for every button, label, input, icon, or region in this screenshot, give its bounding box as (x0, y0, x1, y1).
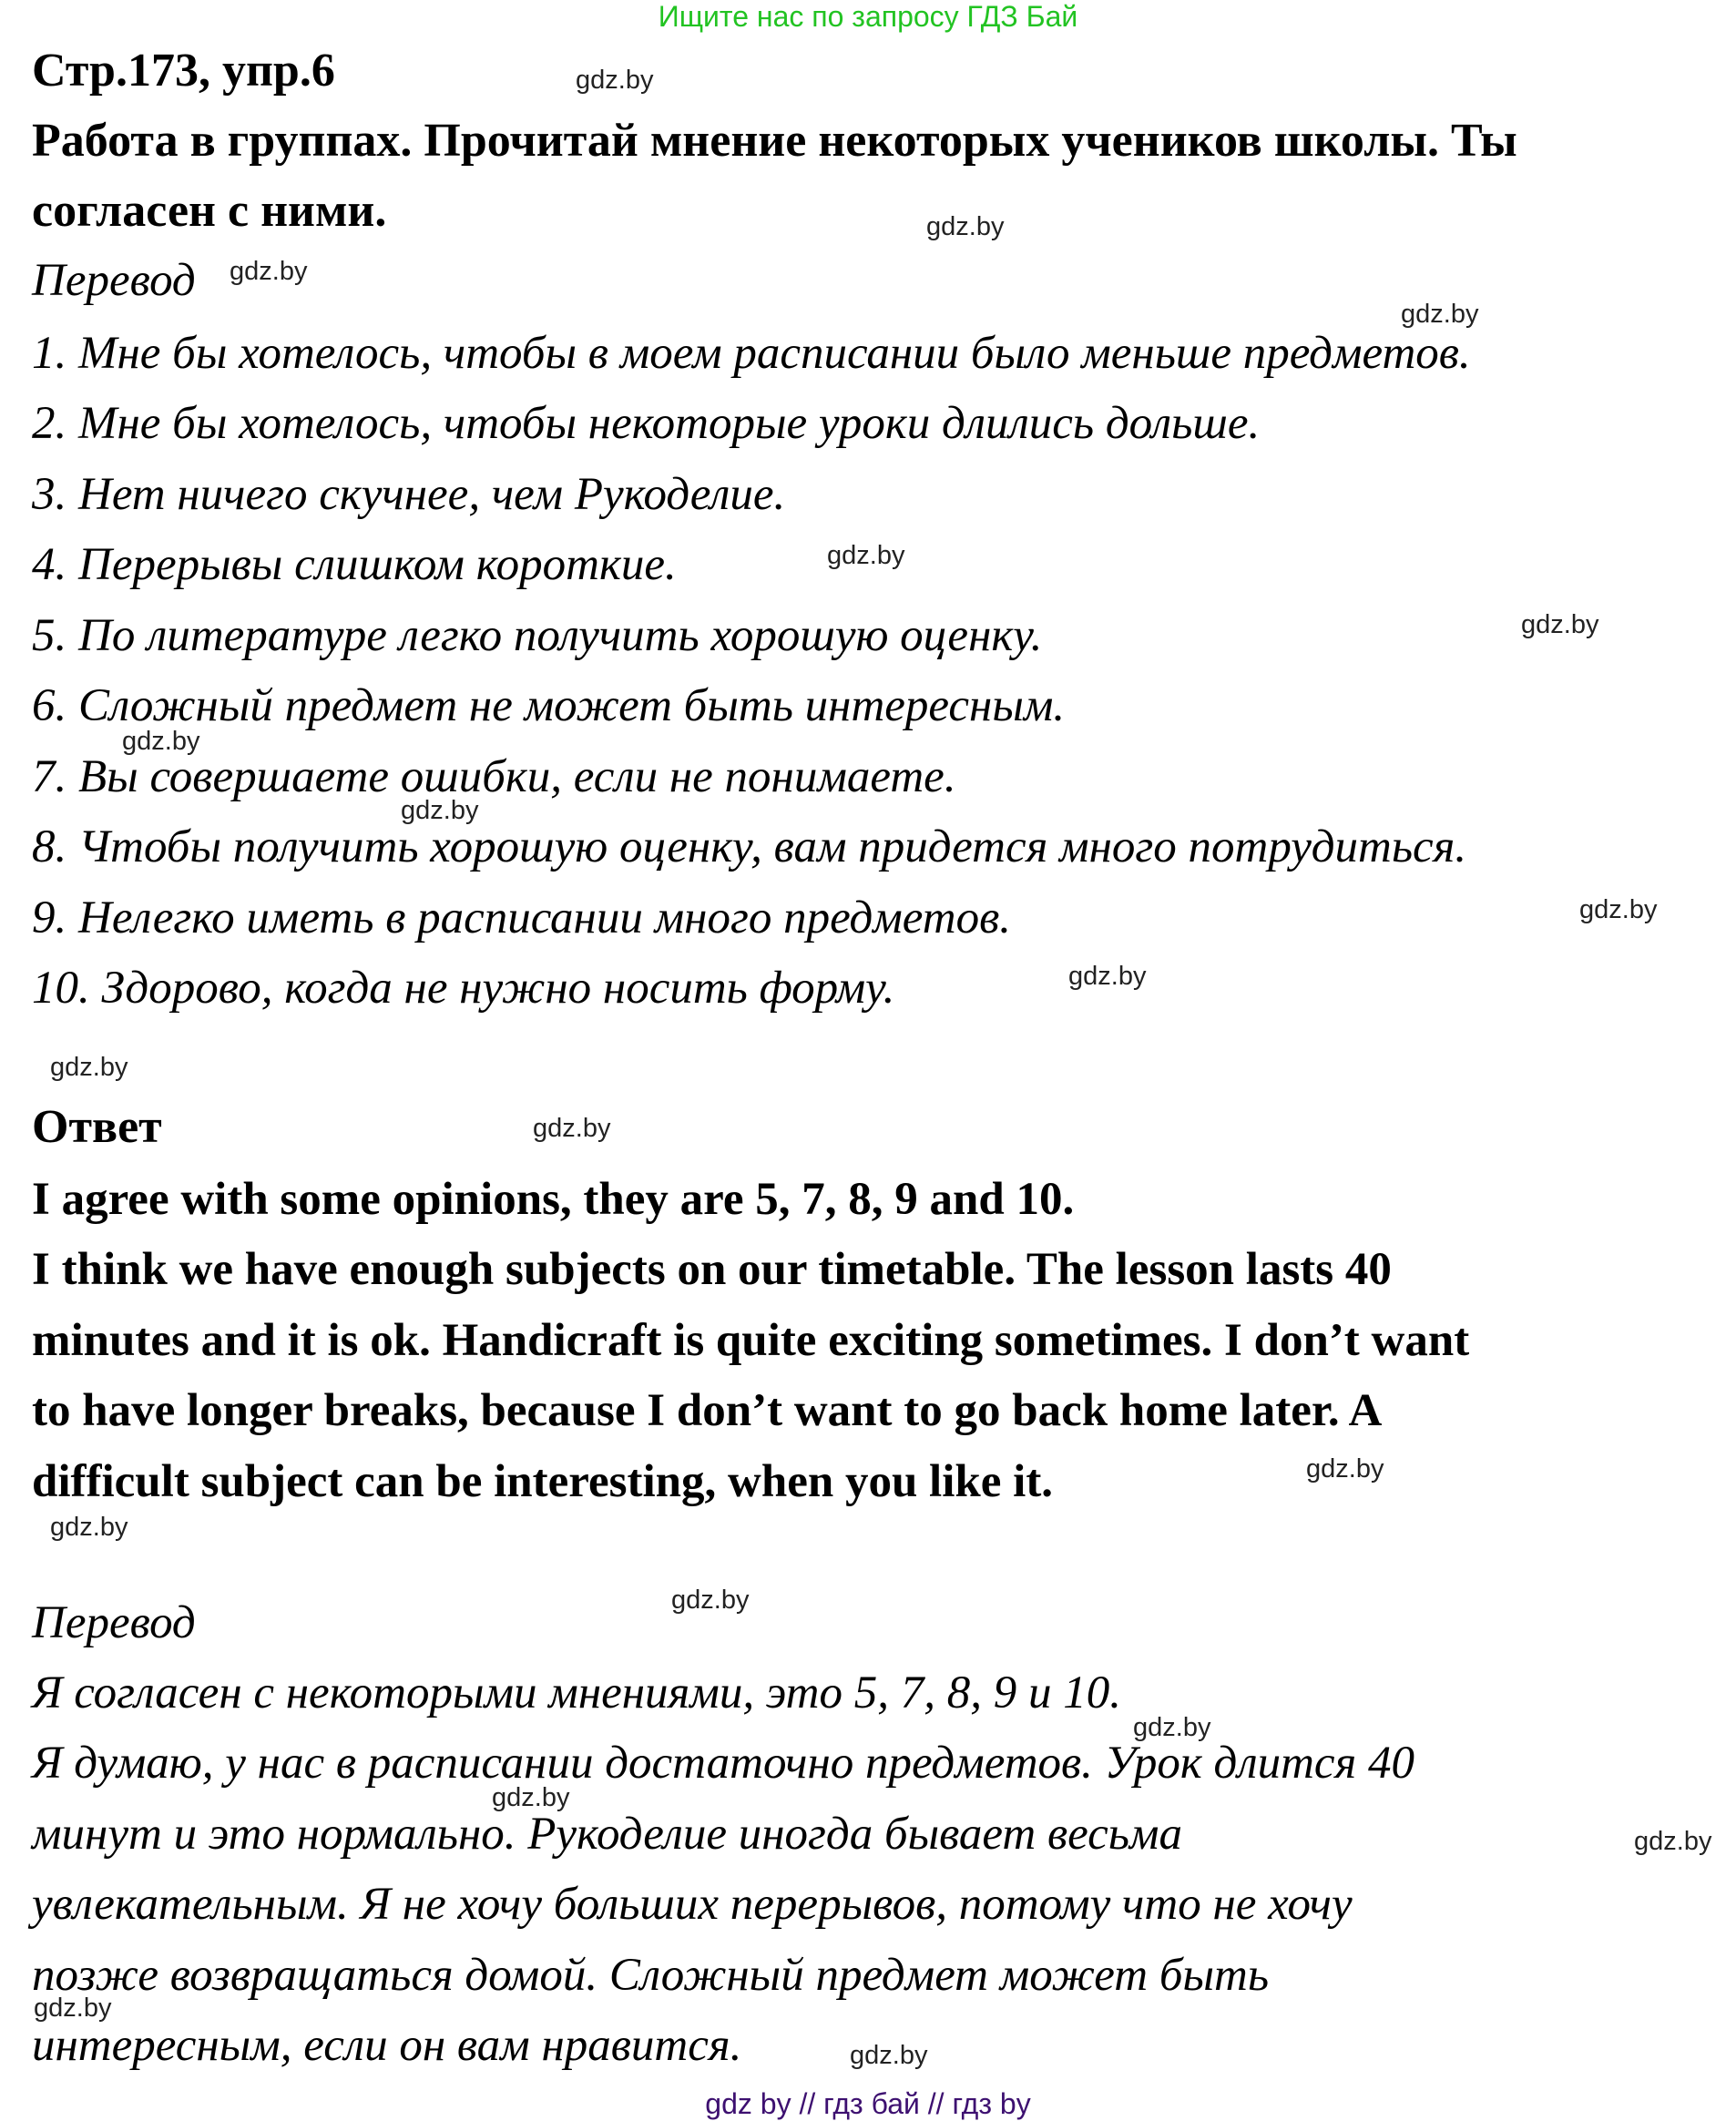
watermark: gdz.by (1068, 962, 1147, 991)
watermark: gdz.by (1306, 1454, 1384, 1484)
footer-links[interactable]: gdz by // гдз бай // гдз by (705, 2087, 1031, 2120)
watermark: gdz.by (926, 212, 1005, 241)
watermark: gdz.by (1401, 300, 1479, 329)
watermark: gdz.by (533, 1114, 611, 1143)
list-item: 2. Мне бы хотелось, чтобы некоторые уроки длились дольше. (32, 398, 1261, 449)
translation-line: интересным, если он вам нравится. (32, 2020, 742, 2071)
list-item: 4. Перерывы слишком короткие. (32, 539, 677, 590)
watermark: gdz.by (50, 1513, 128, 1542)
watermark: gdz.by (492, 1783, 570, 1812)
page-title: Стр.173, упр.6 (32, 45, 335, 97)
watermark: gdz.by (850, 2041, 928, 2070)
watermark: gdz.by (1634, 1827, 1712, 1856)
watermark: gdz.by (671, 1586, 750, 1615)
search-banner[interactable]: Ищите нас по запросу ГДЗ Бай (658, 0, 1078, 33)
list-item: 6. Сложный предмет не может быть интересным. (32, 680, 1066, 731)
list-item: 3. Нет ничего скучнее, чем Рукоделие. (32, 469, 786, 520)
watermark: gdz.by (401, 796, 479, 825)
watermark: gdz.by (576, 66, 654, 95)
list-item: 10. Здорово, когда не нужно носить форму. (32, 963, 895, 1014)
answer-translation-label: Перевод (32, 1597, 196, 1648)
translation-line: позже возвращаться домой. Сложный предмет может быть (32, 1950, 1270, 2001)
translation-line: Я думаю, у нас в расписании достаточно предметов. Урок длится 40 (32, 1738, 1414, 1789)
answer-line: difficult subject can be interesting, when you like it. (32, 1456, 1054, 1507)
watermark: gdz.by (827, 541, 905, 570)
translation-line: Я согласен с некоторыми мнениями, это 5, 7, 8, 9 и 10. (32, 1667, 1121, 1718)
translation-line: увлекательным. Я не хочу больших перерывов, потому что не хочу (32, 1879, 1353, 1930)
list-item: 1. Мне бы хотелось, чтобы в моем расписании было меньше предметов. (32, 328, 1471, 379)
watermark: gdz.by (230, 257, 308, 286)
translation-label: Перевод (32, 255, 196, 306)
watermark: gdz.by (122, 727, 200, 756)
list-item: 7. Вы совершаете ошибки, если не понимаете. (32, 751, 956, 802)
list-item: 8. Чтобы получить хорошую оценку, вам придется много потрудиться. (32, 821, 1467, 872)
answer-line: to have longer breaks, because I don’t want to go back home later. A (32, 1385, 1383, 1436)
watermark: gdz.by (1521, 610, 1599, 639)
watermark: gdz.by (1579, 895, 1658, 924)
answer-line: I think we have enough subjects on our timetable. The lesson lasts 40 (32, 1244, 1392, 1295)
answer-line: minutes and it is ok. Handicraft is quite exciting sometimes. I don’t want (32, 1315, 1470, 1366)
answer-line: I agree with some opinions, they are 5, 7, 8, 9 and 10. (32, 1174, 1075, 1225)
list-item: 5. По литературе легко получить хорошую оценку. (32, 610, 1043, 661)
task-heading-line-2: согласен с ними. (32, 185, 387, 237)
watermark: gdz.by (50, 1053, 128, 1082)
list-item: 9. Нелегко иметь в расписании много предметов. (32, 892, 1011, 943)
watermark: gdz.by (1133, 1713, 1211, 1742)
task-heading-line-1: Работа в группах. Прочитай мнение некоторых учеников школы. Ты (32, 115, 1517, 167)
translation-line: минут и это нормально. Рукоделие иногда бывает весьма (32, 1809, 1182, 1860)
answer-label: Ответ (32, 1101, 162, 1153)
watermark: gdz.by (34, 1994, 112, 2023)
